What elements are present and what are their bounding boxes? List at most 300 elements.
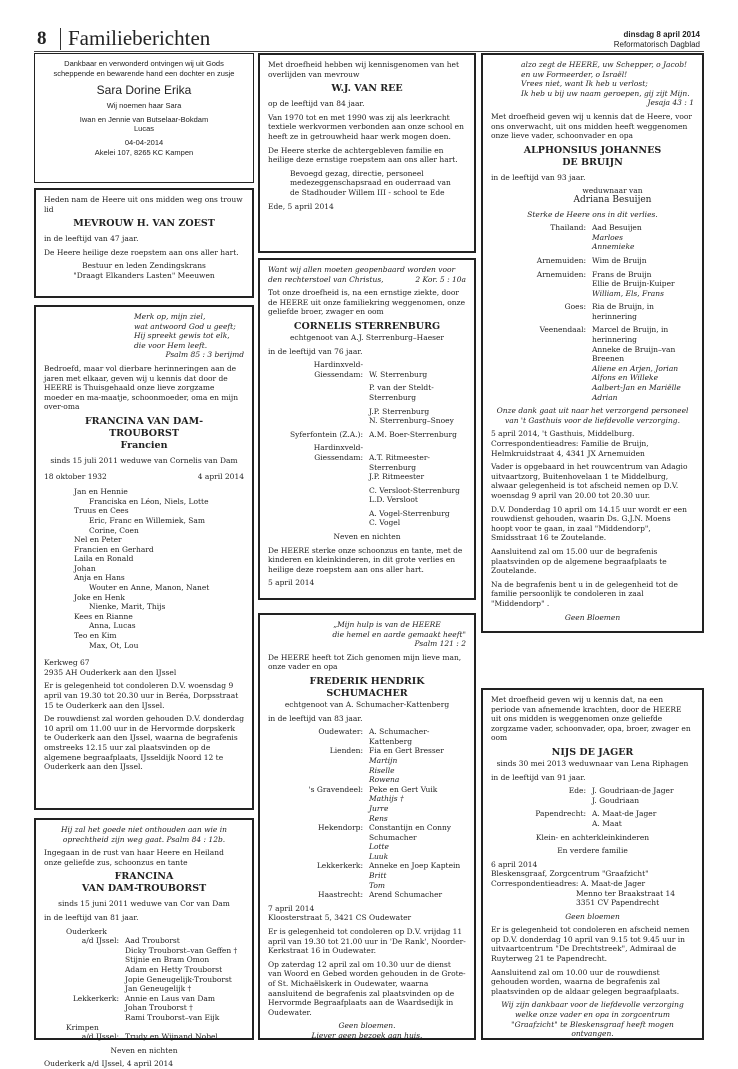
verse-line: die voor Hem leeft. <box>134 340 208 350</box>
relative-row <box>491 242 694 252</box>
relative-place <box>268 486 369 496</box>
relative-row <box>268 823 466 842</box>
relative-row <box>268 727 466 746</box>
debruijn-verse <box>491 60 694 108</box>
relative-place <box>268 495 369 505</box>
relative-row <box>44 984 244 994</box>
newspaper-name: Reformatorisch Dagblad <box>613 40 700 49</box>
debruijn-name-2: DE BRUIJN <box>562 156 623 168</box>
dejager-address-3: Menno ter Braakstraat 14 <box>576 888 676 898</box>
relative-name: William, Els, Frans <box>592 288 664 298</box>
family-line: Eric, Franc en Willemiek, Sam <box>89 515 205 525</box>
condolence-text: Er is gelegenheid tot condoleren D.V. woensdag 9 april van 19.30 tot 20.30 uur in Beréa, Dorpsstraat 15 te Ouderkerk aan den IJssel. <box>44 681 239 710</box>
thanks-line-1: Onze dank gaat uit naar het verzorgend personeel <box>496 406 689 416</box>
debruijn-age: in de leeftijd van 93 jaar. <box>491 172 586 182</box>
relative-place <box>268 518 369 528</box>
relative-place: Lienden: <box>329 746 363 756</box>
francina-name-1: FRANCINA VAN DAM- <box>84 415 204 427</box>
relative-name: Adrian <box>592 392 618 402</box>
relative-row <box>268 746 466 756</box>
schumacher-spouse: echtgenoot van A. Schumacher-Kattenberg <box>284 699 450 709</box>
relative-row <box>44 975 244 985</box>
dejager-address-1: Bleskensgraaf, Zorgcentrum "Graafzicht" <box>491 869 649 879</box>
vanree-footer: Ede, 5 april 2014 <box>268 201 334 211</box>
relative-place <box>268 804 369 814</box>
no-flowers: Geen bloemen <box>565 911 620 921</box>
dejager-text: Met droefheid geven wij u kennis dat, na een periode van afnemende krachten, door de HEERE uit ons midden is weggenomen onze geliefde zorgzame vader, schoonvader, opa, broer, zwager en oom <box>491 695 691 743</box>
relative-row <box>268 861 466 871</box>
relative-name: Marcel de Bruijn, in herinnering <box>592 325 669 345</box>
relatives-list <box>491 786 694 828</box>
obituary-sterrenburg <box>258 258 476 600</box>
family-line: Wouter en Anne, Manon, Nanet <box>89 583 210 593</box>
relative-row <box>44 1003 244 1013</box>
relative-place <box>491 393 592 403</box>
relative-row <box>491 345 694 364</box>
relative-name: Riselle <box>369 765 395 775</box>
schumacher-p1: Er is gelegenheid tot condoleren op D.V. vrijdag 11 april van 19.30 tot 21.00 uur in 'De Rank', Noorder-Kerkstraat 16 in Oudewater. <box>268 927 466 956</box>
sterrenburg-spouse: echtgenoot van A.J. Sterrenburg–Haeser <box>289 332 445 342</box>
issue-date: dinsdag 8 april 2014 <box>623 30 700 39</box>
relative-row <box>44 994 244 1004</box>
relative-name: C. Versloot-Sterrenburg <box>369 485 460 495</box>
obituary-francina-2 <box>34 818 254 1069</box>
schumacher-name-2: SCHUMACHER <box>326 687 408 699</box>
verse-line-2 <box>268 275 466 285</box>
relative-name: Anneke en Joep Kaptein <box>369 861 461 871</box>
obituary-de-jager <box>481 688 704 1040</box>
relative-name: Jan Geneugelijk † <box>125 984 192 994</box>
relative-place <box>268 509 369 519</box>
relative-name: A. Vogel-Sterrenburg <box>369 508 450 518</box>
verse-line: alzo zegt de HEERE, uw Schepper, o Jacob! <box>521 60 688 69</box>
francina2-age: in de leeftijd van 81 jaar. <box>44 912 139 922</box>
relative-name: A.M. Boer-Sterrenburg <box>369 429 457 439</box>
sterrenburg-name: CORNELIS STERRENBURG <box>293 320 441 332</box>
vanree-signature-3: de Stadhouder Willem III - school te Ede <box>290 187 445 197</box>
service-text: De rouwdienst zal worden gehouden D.V. donderdag 10 april om 11.00 uur in de Hervormde dorpskerk te Ouderkerk aan den IJssel, waarna de begrafenis omstreeks 12.15 uur zal plaatsvinden op de algemene begraafplaats, IJsseldijk Noord 12 te Ouderkerk aan den IJssel. <box>44 714 244 772</box>
verse-line: Ik heb u bij uw naam geroepen, gij zijt Mijn. <box>521 88 690 98</box>
grandchildren: Klein- en achterkleinkinderen <box>535 832 650 842</box>
relative-row <box>491 289 694 299</box>
relative-row <box>491 786 694 796</box>
section-title: Familieberichten <box>68 26 211 50</box>
relative-place <box>268 814 369 824</box>
relative-name: Mathijs † <box>369 794 404 804</box>
relative-row <box>491 819 694 829</box>
relative-place <box>491 279 592 289</box>
closing-2: Liever geen bezoek aan huis. <box>311 1030 423 1040</box>
relative-row <box>268 794 466 804</box>
verse-line-1: Hij zal het goede niet onthouden aan wie in <box>61 825 227 834</box>
debruijn-p4: Na de begrafenis bent u in de gelegenheid tot de familie persoonlijk te condoleren in zaal "Middendorp" . <box>491 579 678 608</box>
family-line: Johan <box>74 563 96 573</box>
relative-name: Rowena <box>369 775 400 785</box>
family-line: Max, Ot, Lou <box>89 640 139 650</box>
relative-row <box>491 256 694 266</box>
relative-name: N. Sterrenburg–Snoey <box>369 416 454 426</box>
relative-name: Luuk <box>369 851 389 861</box>
relative-name: J.P. Sterrenburg <box>369 406 430 416</box>
relative-place: Veenendaal: <box>539 325 586 335</box>
schumacher-address: Kloosterstraat 5, 3421 CS Oudewater <box>268 913 412 923</box>
relative-place <box>491 242 592 252</box>
sibling: Lucas <box>133 124 154 134</box>
francina2-text: Ingegaan in de rust van haar Heere en Heiland onze geliefde zus, schoonzus en tante <box>44 848 224 867</box>
relative-name: Arend Schumacher <box>369 890 443 900</box>
relative-name: Rens <box>369 813 388 823</box>
relative-row <box>268 407 466 417</box>
relative-name: A. Maat-de Jager <box>592 809 657 819</box>
relative-place <box>491 373 592 383</box>
obituary-van-zoest <box>34 188 254 298</box>
relative-name: Stijnie en Bram Omon <box>125 955 210 965</box>
address-line-2: 2935 AH Ouderkerk aan den IJssel <box>44 667 177 677</box>
relative-row <box>268 785 466 795</box>
sterrenburg-footer: 5 april 2014 <box>268 578 315 588</box>
schumacher-p2: Op zaterdag 12 april zal om 10.30 uur de dienst van Woord en Gebed worden gehouden in de Grote- of St. Michaëlskerk in Oudewater, waarna aansluitend de begrafenis zal plaatsvinden op de Hervormde Begraafplaats aan de Waardsedijk in Oudewater. <box>268 959 466 1017</box>
debruijn-name-1: ALPHONSIUS JOHANNES <box>523 144 662 156</box>
family-line: Laila en Ronald <box>74 554 134 564</box>
relative-row <box>491 270 694 280</box>
debruijn-closing: Geen Bloemen <box>564 612 621 622</box>
vanree-signature-2: medezeggenschapsraad en ouderraad van <box>290 178 451 188</box>
relative-row <box>44 936 244 946</box>
debruijn-p2: D.V. Donderdag 10 april om 14.15 uur wordt er een rouwdienst gehouden, waarin Ds. G.J.N. Moens hoopt voor te gaan, in zaal "Middendorp", Smidsstraat 16 te Zoutelande. <box>491 504 687 543</box>
relative-row <box>44 946 244 956</box>
debruijn-text: Met droefheid geven wij u kennis dat de Heere, voor ons onverwacht, uit ons midden heeft weggenomen onze lieve vader, schoonvader en opa <box>491 111 692 141</box>
relative-row <box>268 814 466 824</box>
relative-name <box>369 443 466 453</box>
relative-name: Britt <box>369 871 387 881</box>
relative-row <box>491 223 694 233</box>
relative-place <box>268 794 369 804</box>
relative-place: Hekendorp: <box>317 823 363 833</box>
relative-place <box>268 852 369 862</box>
zoest-text: De Heere heilige deze roepstem aan ons aller hart. <box>44 247 239 257</box>
relative-place: Arnemuiden: <box>536 269 586 279</box>
relative-row <box>491 373 694 383</box>
relative-row <box>268 370 466 380</box>
verse-line: en uw Formeerder, o Israël! <box>521 69 628 79</box>
obituary-francina-1 <box>34 305 254 810</box>
relative-place: Lekkerkerk: <box>72 993 119 1003</box>
relative-place <box>491 796 592 806</box>
dejager-date: 6 april 2014 <box>491 859 538 869</box>
relative-name: Marloes <box>592 232 623 242</box>
relative-name: Aliene en Arjen, Jorian <box>592 363 679 373</box>
relative-row <box>268 486 466 496</box>
relative-place <box>268 775 369 785</box>
header-rule <box>34 51 704 52</box>
relatives-list <box>491 223 694 402</box>
verse-reference: Jesaja 43 : 1 <box>647 98 694 108</box>
relative-row <box>268 509 466 519</box>
relative-place: Giessendam: <box>314 369 363 379</box>
relative-name: Alfons en Willeke <box>592 373 659 383</box>
relative-row <box>491 325 694 344</box>
relative-row <box>491 364 694 374</box>
relative-name: Rami Trouborst–van Eijk <box>125 1012 220 1022</box>
relative-name <box>369 360 466 370</box>
debruijn-address-1: 5 april 2014, 't Gasthuis, Middelburg. <box>491 429 635 439</box>
relative-name: Adam en Hetty Trouborst <box>125 964 223 974</box>
relative-place: Hardinxveld- <box>313 360 363 370</box>
relative-name: Wim de Bruijn <box>592 255 647 265</box>
dejager-age: in de leeftijd van 91 jaar. <box>491 772 586 782</box>
verse-line-2: oprechtheid zijn weg gaat. Psalm 84 : 12b. <box>62 834 226 844</box>
vanree-p2: De Heere sterke de achtergebleven familie en heilige deze ernstige roepstem aan ons aller hart. <box>268 145 458 165</box>
relative-place <box>491 233 592 243</box>
schumacher-date: 7 april 2014 <box>268 903 315 913</box>
relative-name: A. Schumacher-Kattenberg <box>369 727 430 746</box>
relative-row <box>268 804 466 814</box>
relative-name: Tom <box>369 880 386 890</box>
francina-verse <box>44 312 244 360</box>
place-ouderkerk: Ouderkerk <box>66 926 107 936</box>
relative-name: Jopie Geneugelijk-Trouborst <box>125 974 232 984</box>
relative-place <box>268 383 369 402</box>
relative-row <box>268 495 466 505</box>
verse-reference: Psalm 121 : 2 <box>414 639 466 649</box>
francina2-name-2: VAN DAM-TROUBORST <box>81 883 207 895</box>
zoest-age: in de leeftijd van 47 jaar. <box>44 234 139 244</box>
francina-nickname: Francien <box>120 439 168 451</box>
relative-name: Aad Besuijen <box>592 223 642 233</box>
zoest-signature-2: "Draagt Elkanders Lasten" Meeuwen <box>73 270 215 280</box>
life-dates <box>44 472 244 482</box>
family-line: Jan en Hennie <box>74 487 128 497</box>
address-line-1: Kerkweg 67 <box>44 658 90 668</box>
relative-place <box>268 756 369 766</box>
relative-row <box>44 1032 244 1042</box>
relatives-list <box>268 360 466 528</box>
relative-name: C. Vogel <box>369 518 401 528</box>
relative-place <box>268 881 369 891</box>
relative-name: Trudy en Wijnand Nobel <box>125 1032 218 1042</box>
relative-name: P. van der Steldt-Sterrenburg <box>369 383 434 402</box>
francina2-footer: Ouderkerk a/d IJssel, 4 april 2014 <box>44 1059 174 1069</box>
header-divider <box>60 28 61 50</box>
relative-place <box>491 819 592 829</box>
relative-name: Annie en Laus van Dam <box>125 993 215 1003</box>
relative-name: Ellie de Bruijn-Kuiper <box>592 279 675 289</box>
place-krimpen: Krimpen <box>66 1022 99 1032</box>
relative-name: Johan Trouborst † <box>125 1003 193 1013</box>
relative-row <box>44 1013 244 1023</box>
relative-place <box>44 946 125 956</box>
family-line: Nienke, Marit, Thijs <box>89 602 166 612</box>
relative-row <box>44 955 244 965</box>
relative-place: Haastrecht: <box>318 890 363 900</box>
closing-1: Geen bloemen. <box>338 1021 396 1031</box>
relative-row <box>268 416 466 426</box>
relative-place <box>44 1013 125 1023</box>
relative-name: Jurre <box>369 803 389 813</box>
strength-line: Sterke de Heere ons in dit verlies. <box>527 209 658 219</box>
relative-row <box>491 809 694 819</box>
verse-line: Vrees niet, want Ik heb u verlost; <box>521 79 648 89</box>
relative-name: Ria de Bruijn, in herinnering <box>592 302 655 321</box>
relative-row <box>268 472 466 482</box>
verse-line: Hij spreekt gewis tot elk, <box>134 331 230 341</box>
dejager-p1: Er is gelegenheid tot condoleren en afscheid nemen op D.V. donderdag 10 april van 9.15 tot 9.45 uur in uitvaartcentrum "De Drechtstreek", Admiraal de Ruyterweg 21 te Papendrecht. <box>491 925 690 964</box>
verse-line: wat antwoord God u geeft; <box>134 321 236 331</box>
dejager-name: NIJS DE JAGER <box>551 746 634 758</box>
obituary-schumacher <box>258 613 476 1040</box>
relative-place: Lekkerkerk: <box>316 861 363 871</box>
dejager-address-2: Correspondentieadres: A. Maat-de Jager <box>491 878 646 888</box>
relative-name: J.P. Ritmeester <box>369 472 425 482</box>
relative-name: J. Goudriaan <box>592 795 640 805</box>
vanree-age: op de leeftijd van 84 jaar. <box>268 99 365 109</box>
verse-text: den rechterstoel van Christus, <box>268 274 384 284</box>
vanree-signature-1: Bevoegd gezag, directie, personeel <box>290 168 424 178</box>
relative-name: Aad Trouborst <box>125 936 180 946</box>
relative-row <box>491 383 694 393</box>
relative-place: Syferfontein (Z.A.): <box>289 429 363 439</box>
relative-row <box>491 796 694 806</box>
family-line: Corine, Coen <box>89 525 139 535</box>
francina2-since: sinds 15 juni 2011 weduwe van Cor van Dam <box>58 899 230 909</box>
relative-place: Oudewater: <box>318 727 363 737</box>
further-family: En verdere familie <box>557 846 628 856</box>
relative-row <box>268 775 466 785</box>
relative-row <box>491 393 694 403</box>
vanree-intro: Met droefheid hebben wij kennisgenomen van het overlijden van mevrouw <box>268 60 459 79</box>
relative-row <box>268 430 466 440</box>
verse-line-1: „Mijn hulp is van de HEERE <box>333 620 441 629</box>
family-line: Anna, Lucas <box>89 621 136 631</box>
nephews: Neven en nichten <box>110 1045 178 1055</box>
relative-place <box>44 965 125 975</box>
relative-name: L.D. Versloot <box>369 495 418 505</box>
obituary-van-ree <box>258 53 476 253</box>
dejager-address-4: 3351 CV Papendrecht <box>576 898 660 908</box>
relative-place <box>268 416 369 426</box>
parents: Iwan en Jennie van Butselaar-Bokdam <box>79 114 209 124</box>
page-number: 8 <box>37 28 47 49</box>
relative-name: W. Sterrenburg <box>369 369 428 379</box>
relative-place: Thailand: <box>550 223 586 233</box>
family-line: Truus en Cees <box>74 506 129 516</box>
debruijn-p1: Vader is opgebaard in het rouwcentrum van Adagio uitvaartzorg, Buitenhovelaan 1 te Middelburg, alwaar gelegenheid is tot afscheid nemen op D.V. woensdag 9 april van 20.00 tot 20.30 uur. <box>491 462 688 500</box>
wife-name: Adriana Besuijen <box>573 194 652 205</box>
relative-place: Ede: <box>568 786 586 796</box>
relative-place <box>268 871 369 881</box>
relative-name: Lotte <box>369 842 389 852</box>
schumacher-text: De HEERE heeft tot Zich genomen mijn lieve man, onze vader en opa <box>268 652 462 672</box>
zoest-name: MEVROUW H. VAN ZOEST <box>73 218 215 230</box>
family-line: Kees en Rianne <box>74 611 133 621</box>
obituary-de-bruijn <box>481 53 704 633</box>
page-header <box>0 0 738 52</box>
relative-place: a/d IJssel: <box>81 1032 119 1042</box>
family-line: Anja en Hans <box>74 573 125 583</box>
born-date: 18 oktober 1932 <box>44 471 107 481</box>
family-list <box>44 487 244 650</box>
birth-date: 04-04-2014 <box>124 137 164 147</box>
relative-place <box>491 345 592 364</box>
relative-row <box>268 383 466 402</box>
relative-row <box>268 890 466 900</box>
widower-label: weduwnaar van <box>582 186 643 196</box>
relative-place <box>44 955 125 965</box>
relative-row <box>268 766 466 776</box>
relative-place <box>268 472 369 482</box>
sterrenburg-text: Tot onze droefheid is, na een ernstige ziekte, door de HEERE uit onze familiekring weggenomen, onze geliefde broer, zwager en oom <box>268 288 466 317</box>
relative-row <box>491 302 694 321</box>
verse-reference: Psalm 85 : 3 berijmd <box>165 350 244 360</box>
relative-place <box>44 984 125 994</box>
verse-line-2: die hemel en aarde gemaakt heeft" <box>332 629 466 639</box>
francina-since: sinds 15 juli 2011 weduwe van Cornelis van Dam <box>50 455 238 465</box>
relative-row <box>491 233 694 243</box>
relative-place <box>491 383 592 393</box>
family-line: Franciska en Léon, Niels, Lotte <box>89 496 209 506</box>
relative-name: Annemieke <box>592 242 635 252</box>
relative-name: Aalbert-Jan en Mariëlle <box>592 383 681 393</box>
relative-place <box>268 407 369 417</box>
verse-line-1: Want wij allen moeten geopenbaard worden voor <box>268 265 456 274</box>
debruijn-p3: Aansluitend zal om 15.00 uur de begrafenis plaatsvinden op de algemene begraafplaats te Zoutelande. <box>491 546 667 576</box>
relative-place <box>44 975 125 985</box>
birth-announcement <box>34 53 254 183</box>
zoest-signature-1: Bestuur en leden Zendingskrans <box>82 261 206 271</box>
debruijn-address-3: Helmkruidstraat 4, 4341 JX Arnemuiden <box>491 448 645 458</box>
relative-row <box>268 871 466 881</box>
relative-place: Papendrecht: <box>535 809 586 819</box>
baby-name: Sara Dorine Erika <box>96 83 192 98</box>
relative-row <box>268 443 466 453</box>
relatives-list <box>44 936 244 1022</box>
relative-place <box>491 289 592 299</box>
relative-name: A.T. Ritmeester-Sterrenburg <box>369 452 430 472</box>
relative-place <box>44 1003 125 1013</box>
sterrenburg-age: in de leeftijd van 76 jaar. <box>268 346 363 356</box>
dejager-since: sinds 30 mei 2013 weduwnaar van Lena Riphagen <box>496 758 689 768</box>
relative-row <box>268 842 466 852</box>
francina-name-2: TROUBORST <box>109 427 179 439</box>
zoest-intro: Heden nam de Heere uit ons midden weg ons trouw lid <box>44 195 243 214</box>
relative-row <box>268 852 466 862</box>
relative-place: Arnemuiden: <box>536 255 586 265</box>
verse-line: Merk op, mijn ziel, <box>134 312 206 321</box>
family-line: Teo en Kim <box>74 631 117 641</box>
relative-place <box>268 842 369 852</box>
family-line: Francien en Gerhard <box>74 544 154 554</box>
relative-place: a/d IJssel: <box>81 936 119 946</box>
relative-row <box>268 881 466 891</box>
dejager-closing: Wij zijn dankbaar voor de liefdevolle verzorging welke onze vader en opa in zorgcentrum "Graafzicht" te Bleskensgraaf heeft mogen ontvangen. <box>501 1000 684 1039</box>
schumacher-age: in de leeftijd van 83 jaar. <box>268 713 363 723</box>
schumacher-name-1: FREDERIK HENDRIK <box>309 675 425 687</box>
relatives-list <box>268 727 466 900</box>
died-date: 4 april 2014 <box>197 471 244 481</box>
relative-place: Goes: <box>564 302 586 312</box>
dejager-p2: Aansluitend zal om 10.00 uur de rouwdienst gehouden worden, waarna de begrafenis zal plaatsvinden op de aldaar gelegen begraafplaats. <box>491 967 680 996</box>
family-line: Nel en Peter <box>74 535 122 545</box>
relative-name: J. Goudriaan-de Jager <box>592 786 674 796</box>
relative-row <box>268 453 466 472</box>
vanree-name: W.J. VAN REE <box>331 83 403 95</box>
thanks-line-2: van 't Gasthuis voor de liefdevolle verzorging. <box>504 415 680 425</box>
relative-row <box>491 279 694 289</box>
relative-row <box>44 965 244 975</box>
francina2-name-1: FRANCINA <box>114 871 174 883</box>
relative-name: Anneke de Bruijn–van Breenen <box>592 344 676 364</box>
relative-name: Peke en Gert Vuik <box>369 784 438 794</box>
